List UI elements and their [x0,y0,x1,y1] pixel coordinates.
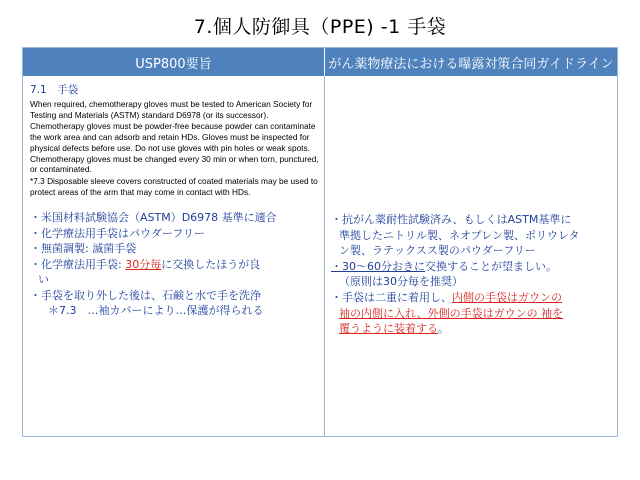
highlight-interval: ・30～60分おきに [331,259,425,273]
summary-item: ・無菌調製: 滅菌手袋 [30,242,137,256]
highlight-30min: 30分毎 [125,257,162,271]
english-sleeve-text: *7.3 Disposable sleeve covers constructed of coated materials may be used to protect areas of the arm that may come in contact with HDs. [30,176,318,198]
guideline-line [331,321,613,337]
highlight-double-glove: 覆うように装着する [339,322,438,336]
sleeve-note: ＊7.3 …袖カバーにより…保護が得られる [48,304,264,318]
guideline-line: 準拠したニトリル製、ネオプレン製、ポリウレタ [339,228,580,242]
summary-text-continued: い [38,273,49,287]
guideline-line [331,260,557,273]
guideline-cell [325,76,617,436]
header-usp800: USP800要旨 [23,48,325,76]
guideline-line: ン製、ラテックスス製のパウダーフリー [339,244,536,258]
page-title: 7.個人防御具（PPE) -1 手袋 [193,16,447,38]
guideline-text [331,212,613,337]
summary-item [30,303,320,319]
guideline-line: （原則は30分毎を推奨） [339,275,463,289]
english-gloves-text: When required, chemotherapy gloves must be tested to American Society for Testing and Materials (ASTM) standard D6978 (or its successor). Chemotherapy gloves must be powder-free because powder can contaminate the work area and can adsorb and retain HDs. Gloves must be inspected for physical defects before use. Do not use gloves with pin holes or weak spots. Chemotherapy gloves must be changed every 30 min or when torn, punctured, or contaminated. [30,99,319,175]
section-heading: 7.1 手袋 [30,84,79,96]
comparison-table [22,47,618,437]
table-header-row [23,48,617,76]
usp800-cell [23,76,325,436]
summary-item: ・手袋を取り外した後は、石鹸と水で手を洗浄 [30,288,261,302]
guideline-text-span: 交換することが望ましい。 [425,259,557,273]
guideline-line [331,291,562,304]
summary-text: ・化学療法用手袋: [30,257,126,271]
highlight-double-glove: 袖の内側に入れ、外側の手袋はガウンの 袖を [339,306,564,320]
guideline-line [331,306,613,322]
header-guideline: がん薬物療法における曝露対策合同ガイドライン [325,48,617,76]
highlight-double-glove: 内側の手袋はガウンの [452,290,562,304]
summary-item: ・米国材料試験協会（ASTM）D6978 基準に適合 [30,211,277,225]
guideline-text-span: 。 [438,322,449,336]
guideline-text-span: ・手袋は二重に着用し、 [331,290,452,304]
guideline-line: ・抗がん薬耐性試験済み、もしくはASTM基準に [331,213,572,226]
table-body-row [23,76,617,436]
summary-text: に交換したほうが良 [161,257,261,271]
summary-item: ・化学療法用手袋はパウダーフリー [30,226,205,240]
japanese-summary-list [30,210,320,319]
summary-item [30,257,320,288]
